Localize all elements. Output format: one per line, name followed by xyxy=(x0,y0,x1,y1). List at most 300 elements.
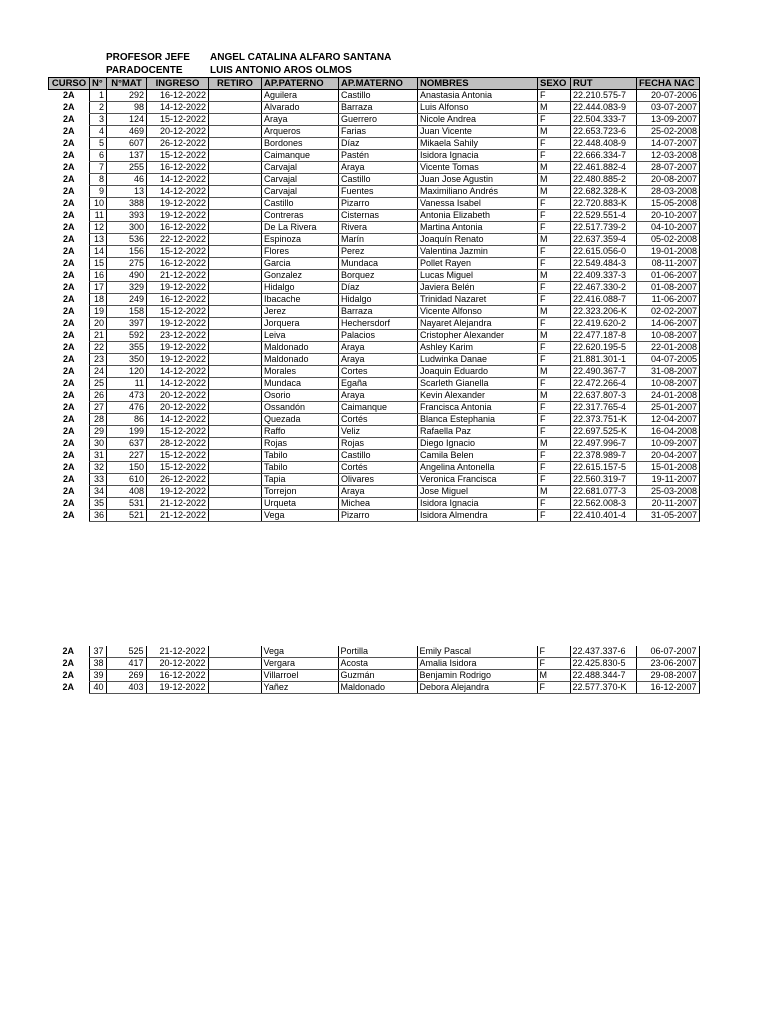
cell-curso: 2A xyxy=(62,366,75,376)
cell-ingreso: 14-12-2022 xyxy=(147,102,209,114)
cell-curso: 2A xyxy=(62,306,75,316)
cell-rut: 22.666.334-7 xyxy=(571,150,637,162)
cell-nombres: Pollet Rayen xyxy=(418,258,538,270)
cell-numero: 23 xyxy=(90,354,107,366)
cell-curso: 2A xyxy=(62,246,75,256)
cell-nmat: 124 xyxy=(107,114,147,126)
cell-retiro xyxy=(209,174,262,186)
cell-numero: 37 xyxy=(89,646,106,658)
cell-ap-materno: Castillo xyxy=(339,450,418,462)
table-row xyxy=(49,114,700,126)
cell-nmat: 388 xyxy=(107,198,147,210)
cell-curso: 2A xyxy=(62,474,75,484)
cell-sexo: F xyxy=(538,378,571,390)
cell-curso: 2A xyxy=(62,486,75,496)
cell-ingreso: 15-12-2022 xyxy=(147,114,209,126)
cell-numero: 3 xyxy=(90,114,107,126)
cell-ingreso: 19-12-2022 xyxy=(147,486,209,498)
cell-ap-materno: Barraza xyxy=(339,306,418,318)
cell-fecha-nac: 20-11-2007 xyxy=(637,498,700,510)
cell-retiro xyxy=(208,670,261,682)
cell-retiro xyxy=(209,126,262,138)
cell-rut: 22.637.359-4 xyxy=(571,234,637,246)
cell-fecha-nac: 15-05-2008 xyxy=(637,198,700,210)
cell-nmat: 473 xyxy=(107,390,147,402)
cell-curso: 2A xyxy=(62,162,75,172)
cell-ingreso: 19-12-2022 xyxy=(146,682,208,694)
cell-retiro xyxy=(209,366,262,378)
cell-fecha-nac: 25-02-2008 xyxy=(637,126,700,138)
cell-retiro xyxy=(209,486,262,498)
cell-nombres: Joaquin Eduardo xyxy=(418,366,538,378)
col-header-ap-materno: AP.MATERNO xyxy=(339,78,418,90)
cell-ap-paterno: Gonzalez xyxy=(262,270,339,282)
cell-rut: 22.425.830-5 xyxy=(570,658,636,670)
cell-curso: 2A xyxy=(62,114,75,124)
cell-sexo: M xyxy=(538,330,571,342)
cell-rut: 22.504.333-7 xyxy=(571,114,637,126)
cell-ingreso: 14-12-2022 xyxy=(147,378,209,390)
cell-nmat: 469 xyxy=(107,126,147,138)
table-row xyxy=(49,186,700,198)
cell-retiro xyxy=(209,294,262,306)
cell-nmat: 150 xyxy=(107,462,147,474)
cell-ap-paterno: Carvajal xyxy=(262,186,339,198)
cell-curso: 2A xyxy=(62,270,75,280)
cell-nmat: 275 xyxy=(107,258,147,270)
cell-nmat: 13 xyxy=(107,186,147,198)
cell-sexo: F xyxy=(538,210,571,222)
cell-curso: 2A xyxy=(62,450,75,460)
cell-curso: 2A xyxy=(62,174,75,184)
cell-rut: 22.562.008-3 xyxy=(571,498,637,510)
cell-sexo: F xyxy=(538,510,571,522)
table-row xyxy=(49,474,700,486)
cell-curso: 2A xyxy=(62,498,75,508)
cell-ap-materno: Araya xyxy=(339,354,418,366)
cell-fecha-nac: 20-04-2007 xyxy=(637,450,700,462)
cell-nombres: Scarleth Gianella xyxy=(418,378,538,390)
cell-ingreso: 22-12-2022 xyxy=(147,234,209,246)
cell-nombres: Debora Alejandra xyxy=(417,682,537,694)
cell-ap-paterno: Contreras xyxy=(262,210,339,222)
cell-numero: 38 xyxy=(89,658,106,670)
cell-ap-paterno: Villarroel xyxy=(261,670,338,682)
cell-ap-materno: Pizarro xyxy=(339,198,418,210)
table-row xyxy=(49,450,700,462)
cell-rut: 22.461.882-4 xyxy=(571,162,637,174)
table-row xyxy=(49,438,700,450)
cell-nmat: 300 xyxy=(107,222,147,234)
cell-rut: 22.720.883-K xyxy=(571,198,637,210)
cell-retiro xyxy=(209,438,262,450)
cell-fecha-nac: 05-02-2008 xyxy=(637,234,700,246)
cell-fecha-nac: 19-01-2008 xyxy=(637,246,700,258)
cell-curso: 2A xyxy=(62,438,75,448)
table-row xyxy=(49,138,700,150)
cell-fecha-nac: 04-07-2005 xyxy=(637,354,700,366)
cell-curso: 2A xyxy=(62,646,74,657)
cell-fecha-nac: 03-07-2007 xyxy=(637,102,700,114)
cell-numero: 35 xyxy=(90,498,107,510)
roster-body xyxy=(49,90,700,522)
cell-retiro xyxy=(209,246,262,258)
cell-curso: 2A xyxy=(62,282,75,292)
cell-nmat: 355 xyxy=(107,342,147,354)
cell-ap-paterno: Tapia xyxy=(262,474,339,486)
cell-rut: 22.697.525-K xyxy=(571,426,637,438)
cell-nombres: Cristopher Alexander xyxy=(418,330,538,342)
cell-nombres: Ludwinka Danae xyxy=(418,354,538,366)
cell-curso: 2A xyxy=(62,126,75,136)
cell-ingreso: 26-12-2022 xyxy=(147,474,209,486)
cell-curso: 2A xyxy=(62,658,74,668)
cell-ap-paterno: Carvajal xyxy=(262,174,339,186)
cell-sexo: F xyxy=(538,282,571,294)
cell-nmat: 393 xyxy=(107,210,147,222)
cell-retiro xyxy=(209,138,262,150)
cell-numero: 17 xyxy=(90,282,107,294)
cell-curso: 2A xyxy=(62,330,75,340)
cell-numero: 18 xyxy=(90,294,107,306)
cell-rut: 22.378.989-7 xyxy=(571,450,637,462)
cell-numero: 29 xyxy=(90,426,107,438)
cell-curso: 2A xyxy=(62,186,75,196)
table-row xyxy=(49,210,700,222)
cell-retiro xyxy=(209,318,262,330)
cell-numero: 2 xyxy=(90,102,107,114)
cell-ap-paterno: Castillo xyxy=(262,198,339,210)
cell-retiro xyxy=(209,258,262,270)
cell-nombres: Valentina Jazmin xyxy=(418,246,538,258)
cell-nmat: 98 xyxy=(107,102,147,114)
cell-nmat: 610 xyxy=(107,474,147,486)
cell-numero: 40 xyxy=(89,682,106,694)
cell-rut: 22.317.765-4 xyxy=(571,402,637,414)
cell-fecha-nac: 25-01-2007 xyxy=(637,402,700,414)
cell-numero: 25 xyxy=(90,378,107,390)
cell-rut: 22.477.187-8 xyxy=(571,330,637,342)
cell-retiro xyxy=(209,474,262,486)
cell-ingreso: 16-12-2022 xyxy=(147,258,209,270)
cell-curso: 2A xyxy=(62,342,75,352)
cell-fecha-nac: 20-08-2007 xyxy=(637,174,700,186)
cell-nombres: Martina Antonia xyxy=(418,222,538,234)
cell-fecha-nac: 11-06-2007 xyxy=(637,294,700,306)
cell-ingreso: 16-12-2022 xyxy=(147,222,209,234)
cell-ap-materno: Castillo xyxy=(339,90,418,102)
cell-numero: 31 xyxy=(90,450,107,462)
cell-curso: 2A xyxy=(62,414,75,424)
cell-retiro xyxy=(209,90,262,102)
cell-rut: 22.615.157-5 xyxy=(571,462,637,474)
cell-ap-paterno: Hidalgo xyxy=(262,282,339,294)
table-row xyxy=(48,682,699,694)
cell-ap-paterno: Ossandón xyxy=(262,402,339,414)
table-row xyxy=(49,390,700,402)
cell-ap-paterno: Urqueta xyxy=(262,498,339,510)
cell-nmat: 592 xyxy=(107,330,147,342)
cell-nombres: Luis Alfonso xyxy=(418,102,538,114)
table-row xyxy=(49,174,700,186)
cell-ingreso: 14-12-2022 xyxy=(147,186,209,198)
cell-ap-materno: Araya xyxy=(339,342,418,354)
cell-rut: 22.577.370-K xyxy=(570,682,636,694)
cell-nombres: Camila Belen xyxy=(418,450,538,462)
cell-numero: 9 xyxy=(90,186,107,198)
cell-ingreso: 21-12-2022 xyxy=(147,498,209,510)
cell-retiro xyxy=(209,378,262,390)
table-row xyxy=(49,102,700,114)
cell-ingreso: 15-12-2022 xyxy=(147,426,209,438)
cell-sexo: M xyxy=(538,174,571,186)
cell-sexo: M xyxy=(538,126,571,138)
cell-numero: 26 xyxy=(90,390,107,402)
cell-retiro xyxy=(209,234,262,246)
cell-rut: 22.682.328-K xyxy=(571,186,637,198)
cell-sexo: F xyxy=(537,646,570,658)
cell-nmat: 607 xyxy=(107,138,147,150)
cell-nmat: 11 xyxy=(107,378,147,390)
cell-nmat: 255 xyxy=(107,162,147,174)
cell-sexo: M xyxy=(538,186,571,198)
cell-ap-paterno: Alvarado xyxy=(262,102,339,114)
cell-curso: 2A xyxy=(62,294,75,304)
cell-ap-paterno: Arqueros xyxy=(262,126,339,138)
cell-nombres: Nayaret Alejandra xyxy=(418,318,538,330)
cell-nmat: 46 xyxy=(107,174,147,186)
cell-rut: 22.549.484-3 xyxy=(571,258,637,270)
cell-retiro xyxy=(209,282,262,294)
cell-sexo: F xyxy=(538,498,571,510)
cell-sexo: F xyxy=(538,426,571,438)
cell-sexo: M xyxy=(538,234,571,246)
cell-nombres: Trinidad Nazaret xyxy=(418,294,538,306)
col-header-sexo: SEXO xyxy=(538,78,571,90)
cell-ingreso: 14-12-2022 xyxy=(147,366,209,378)
cell-ingreso: 19-12-2022 xyxy=(147,198,209,210)
table-row xyxy=(49,486,700,498)
table-row xyxy=(49,162,700,174)
cell-sexo: F xyxy=(538,462,571,474)
cell-nmat: 525 xyxy=(106,646,146,658)
cell-nmat: 158 xyxy=(107,306,147,318)
cell-ingreso: 26-12-2022 xyxy=(147,138,209,150)
cell-sexo: F xyxy=(538,354,571,366)
cell-ap-materno: Díaz xyxy=(339,282,418,294)
cell-nombres: Emily Pascal xyxy=(417,646,537,658)
table-row xyxy=(49,402,700,414)
cell-rut: 22.497.996-7 xyxy=(571,438,637,450)
cell-ap-paterno: Tabilo xyxy=(262,462,339,474)
cell-numero: 11 xyxy=(90,210,107,222)
cell-retiro xyxy=(209,462,262,474)
cell-nmat: 531 xyxy=(107,498,147,510)
cell-curso: 2A xyxy=(62,354,75,364)
cell-nmat: 227 xyxy=(107,450,147,462)
cell-nombres: Blanca Estephania xyxy=(418,414,538,426)
col-header-nmat: N°MAT xyxy=(107,78,147,90)
cell-ap-paterno: Espinoza xyxy=(262,234,339,246)
cell-nombres: Vicente Alfonso xyxy=(418,306,538,318)
cell-nombres: Anastasia Antonia xyxy=(418,90,538,102)
cell-sexo: M xyxy=(538,366,571,378)
cell-sexo: F xyxy=(538,414,571,426)
cell-numero: 39 xyxy=(89,670,106,682)
cell-ap-paterno: Torrejon xyxy=(262,486,339,498)
cell-sexo: F xyxy=(538,258,571,270)
cell-rut: 21.881.301-1 xyxy=(571,354,637,366)
cell-curso: 2A xyxy=(62,234,75,244)
cell-rut: 22.419.620-2 xyxy=(571,318,637,330)
col-header-rut: RUT xyxy=(571,78,637,90)
cell-ap-paterno: Bordones xyxy=(262,138,339,150)
cell-ap-materno: Barraza xyxy=(339,102,418,114)
cell-ap-materno: Acosta xyxy=(338,658,417,670)
cell-numero: 33 xyxy=(90,474,107,486)
profesor-jefe-label: PROFESOR JEFE xyxy=(106,52,190,63)
cell-ap-materno: Araya xyxy=(339,390,418,402)
cell-fecha-nac: 31-05-2007 xyxy=(637,510,700,522)
cell-curso: 2A xyxy=(62,138,75,148)
cell-curso: 2A xyxy=(62,462,75,472)
cell-ingreso: 21-12-2022 xyxy=(147,270,209,282)
cell-nombres: Juan Vicente xyxy=(418,126,538,138)
col-header-ap-paterno: AP.PATERNO xyxy=(262,78,339,90)
cell-fecha-nac: 01-06-2007 xyxy=(637,270,700,282)
cell-rut: 22.560.319-7 xyxy=(571,474,637,486)
cell-rut: 22.210.575-7 xyxy=(571,90,637,102)
cell-nombres: Francisca Antonia xyxy=(418,402,538,414)
cell-fecha-nac: 16-04-2008 xyxy=(637,426,700,438)
cell-fecha-nac: 16-12-2007 xyxy=(636,682,699,694)
table-row xyxy=(49,126,700,138)
cell-retiro xyxy=(209,102,262,114)
cell-numero: 36 xyxy=(90,510,107,522)
cell-rut: 22.488.344-7 xyxy=(570,670,636,682)
cell-nombres: Rafaella Paz xyxy=(418,426,538,438)
cell-nmat: 350 xyxy=(107,354,147,366)
cell-fecha-nac: 12-03-2008 xyxy=(637,150,700,162)
cell-nombres: Juan Jose Agustin xyxy=(418,174,538,186)
cell-ap-paterno: Yañez xyxy=(261,682,338,694)
cell-ingreso: 19-12-2022 xyxy=(147,342,209,354)
cell-fecha-nac: 14-06-2007 xyxy=(637,318,700,330)
cell-ap-materno: Veliz xyxy=(339,426,418,438)
cell-sexo: F xyxy=(538,318,571,330)
table-row xyxy=(48,646,699,658)
cell-ap-paterno: Raffo xyxy=(262,426,339,438)
cell-nmat: 269 xyxy=(106,670,146,682)
cell-rut: 22.653.723-6 xyxy=(571,126,637,138)
cell-nombres: Jose Miguel xyxy=(418,486,538,498)
cell-retiro xyxy=(209,426,262,438)
cell-sexo: M xyxy=(538,306,571,318)
cell-fecha-nac: 22-01-2008 xyxy=(637,342,700,354)
cell-ap-materno: Caimanque xyxy=(339,402,418,414)
cell-curso: 2A xyxy=(62,510,75,520)
cell-nmat: 137 xyxy=(107,150,147,162)
cell-numero: 27 xyxy=(90,402,107,414)
cell-numero: 5 xyxy=(90,138,107,150)
table-row xyxy=(49,426,700,438)
cell-rut: 22.444.083-9 xyxy=(571,102,637,114)
cell-ap-materno: Cisternas xyxy=(339,210,418,222)
student-roster-table xyxy=(48,77,700,522)
cell-retiro xyxy=(208,646,261,658)
cell-nombres: Amalia Isidora xyxy=(417,658,537,670)
cell-sexo: F xyxy=(538,90,571,102)
cell-numero: 7 xyxy=(90,162,107,174)
cell-fecha-nac: 19-11-2007 xyxy=(637,474,700,486)
cell-ap-paterno: Araya xyxy=(262,114,339,126)
cell-curso: 2A xyxy=(62,150,75,160)
cell-ap-paterno: Maldonado xyxy=(262,354,339,366)
table-row xyxy=(48,658,699,670)
cell-sexo: F xyxy=(538,474,571,486)
cell-ap-paterno: Jorquera xyxy=(262,318,339,330)
table-row xyxy=(49,510,700,522)
cell-fecha-nac: 10-08-2007 xyxy=(637,378,700,390)
cell-nombres: Lucas Miguel xyxy=(418,270,538,282)
cell-curso: 2A xyxy=(62,210,75,220)
cell-numero: 24 xyxy=(90,366,107,378)
cell-retiro xyxy=(209,162,262,174)
table-header-row xyxy=(49,78,700,90)
table-row xyxy=(49,270,700,282)
cell-ingreso: 19-12-2022 xyxy=(147,354,209,366)
cell-fecha-nac: 10-08-2007 xyxy=(637,330,700,342)
cell-ingreso: 14-12-2022 xyxy=(147,414,209,426)
cell-ingreso: 20-12-2022 xyxy=(147,126,209,138)
cell-ingreso: 15-12-2022 xyxy=(147,306,209,318)
cell-retiro xyxy=(209,198,262,210)
table-row xyxy=(49,462,700,474)
cell-rut: 22.416.088-7 xyxy=(571,294,637,306)
cell-ap-materno: Rivera xyxy=(339,222,418,234)
cell-curso: 2A xyxy=(62,258,75,268)
student-roster-table-continued xyxy=(48,646,700,694)
cell-ingreso: 20-12-2022 xyxy=(146,658,208,670)
cell-nmat: 120 xyxy=(107,366,147,378)
cell-sexo: F xyxy=(538,222,571,234)
cell-curso: 2A xyxy=(62,402,75,412)
table-row xyxy=(49,366,700,378)
cell-ingreso: 20-12-2022 xyxy=(147,402,209,414)
table-row xyxy=(49,258,700,270)
cell-numero: 6 xyxy=(90,150,107,162)
cell-rut: 22.409.337-3 xyxy=(571,270,637,282)
cell-fecha-nac: 28-03-2008 xyxy=(637,186,700,198)
cell-sexo: F xyxy=(538,150,571,162)
table-row xyxy=(49,282,700,294)
cell-rut: 22.480.885-2 xyxy=(571,174,637,186)
cell-ap-materno: Araya xyxy=(339,162,418,174)
cell-ap-materno: Cortés xyxy=(339,462,418,474)
cell-sexo: M xyxy=(538,102,571,114)
cell-nombres: Veronica Francisca xyxy=(418,474,538,486)
cell-retiro xyxy=(209,270,262,282)
cell-retiro xyxy=(208,682,261,694)
cell-nombres: Isidora Ignacia xyxy=(418,498,538,510)
cell-retiro xyxy=(209,498,262,510)
cell-fecha-nac: 06-07-2007 xyxy=(636,646,699,658)
table-row xyxy=(49,222,700,234)
cell-ap-paterno: Tabilo xyxy=(262,450,339,462)
cell-rut: 22.373.751-K xyxy=(571,414,637,426)
cell-fecha-nac: 24-01-2008 xyxy=(637,390,700,402)
cell-ap-materno: Rojas xyxy=(339,438,418,450)
